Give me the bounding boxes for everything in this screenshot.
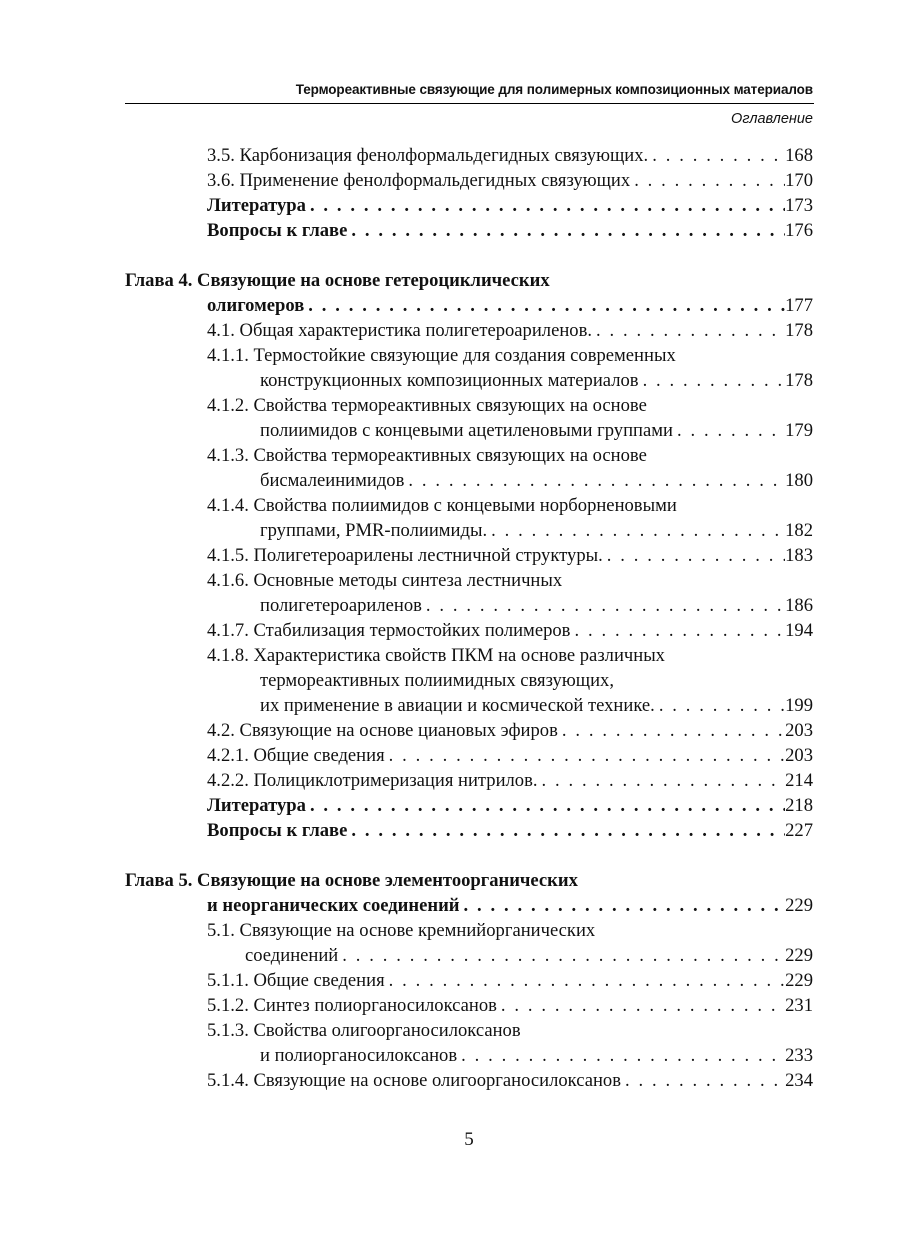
toc-page: 229 (785, 970, 813, 991)
toc-entry-4-1-5: 4.1.5. Полигетероарилены лестничной структуры. . . . 183 (125, 543, 813, 568)
toc-page: 183 (785, 545, 813, 566)
toc-entry-3-5: 3.5. Карбонизация фенолформальдегидных связующих. . . . 168 (125, 143, 813, 168)
toc-entry-4-1-1: 4.1.1. Термостойкие связующие для создания современных конструкционных композиционных материалов . . . 178 (125, 343, 813, 393)
toc-entry-4-1-8: 4.1.8. Характеристика свойств ПКМ на основе различных термореактивных полиимидных связующих, их применение в авиации и космической технике. . . . 199 (125, 643, 813, 718)
toc-page: 214 (785, 770, 813, 791)
toc-entry-questions-ch3: Вопросы к главе . . . 176 (125, 218, 813, 243)
toc-entry-4-2-1: 4.2.1. Общие сведения . . . 203 (125, 743, 813, 768)
toc-chapter-4: Глава 4. Связующие на основе гетероциклических олигомеров . . . 177 (125, 268, 813, 318)
toc-page: 229 (785, 895, 813, 916)
toc-page: 182 (785, 520, 813, 541)
header-divider (125, 103, 814, 104)
toc-entry-literature-ch4: Литература . . . 218 (125, 793, 813, 818)
toc-entry-5-1-2: 5.1.2. Синтез полиорганосилоксанов . . . 231 (125, 993, 813, 1018)
toc-entry-5-1: 5.1. Связующие на основе кремнийорганических соединений . . . 229 (125, 918, 813, 968)
toc-entry-questions-ch4: Вопросы к главе . . . 227 (125, 818, 813, 843)
toc-entry-4-1-6: 4.1.6. Основные методы синтеза лестничных полигетероариленов . . . 186 (125, 568, 813, 618)
toc-entry-4-2-2: 4.2.2. Полициклотримеризация нитрилов. . . . 214 (125, 768, 813, 793)
toc-page: 229 (785, 945, 813, 966)
toc-page: 218 (785, 795, 813, 816)
toc-page: 170 (785, 170, 813, 191)
toc-page: 180 (785, 470, 813, 491)
toc-page: 186 (785, 595, 813, 616)
toc-page: 227 (785, 820, 813, 841)
toc-entry-4-2: 4.2. Связующие на основе циановых эфиров . . . 203 (125, 718, 813, 743)
toc-page: 194 (785, 620, 813, 641)
toc-chapter-5: Глава 5. Связующие на основе элементоорганических и неорганических соединений . . . 229 (125, 868, 813, 918)
toc-page: 234 (785, 1070, 813, 1091)
toc-entry-4-1-3: 4.1.3. Свойства термореактивных связующих на основе бисмалеинимидов . . . 180 (125, 443, 813, 493)
toc-entry-5-1-3: 5.1.3. Свойства олигоорганосилоксанов и полиорганосилоксанов . . . 233 (125, 1018, 813, 1068)
toc-page: 178 (785, 320, 813, 341)
table-of-contents (125, 143, 813, 1093)
toc-page: 168 (785, 145, 813, 166)
toc-page: 233 (785, 1045, 813, 1066)
toc-entry-4-1-2: 4.1.2. Свойства термореактивных связующих на основе полиимидов с концевыми ацетиленовыми группами . . . 179 (125, 393, 813, 443)
toc-entry-literature-ch3: Литература . . . 173 (125, 193, 813, 218)
running-header-title: Термореактивные связующие для полимерных композиционных материалов (295, 82, 813, 97)
toc-page: 179 (785, 420, 813, 441)
toc-entry-4-1-7: 4.1.7. Стабилизация термостойких полимеров . . . 194 (125, 618, 813, 643)
toc-page: 199 (785, 695, 813, 716)
toc-page: 231 (785, 995, 813, 1016)
running-header-section: Оглавление (731, 111, 813, 127)
toc-page: 176 (785, 220, 813, 241)
toc-page: 178 (785, 370, 813, 391)
toc-entry-5-1-1: 5.1.1. Общие сведения . . . 229 (125, 968, 813, 993)
toc-page: 177 (785, 295, 813, 316)
toc-entry-4-1-4: 4.1.4. Свойства полиимидов с концевыми норборненовыми группами, PMR-полиимиды. . . . 182 (125, 493, 813, 543)
toc-entry-4-1: 4.1. Общая характеристика полигетероариленов. . . . 178 (125, 318, 813, 343)
toc-page: 203 (785, 745, 813, 766)
toc-entry-5-1-4: 5.1.4. Связующие на основе олигоорганосилоксанов . . . 234 (125, 1068, 813, 1093)
page-number: 5 (464, 1129, 474, 1150)
toc-page: 173 (785, 195, 813, 216)
toc-entry-3-6: 3.6. Применение фенолформальдегидных связующих . . . 170 (125, 168, 813, 193)
toc-page: 203 (785, 720, 813, 741)
